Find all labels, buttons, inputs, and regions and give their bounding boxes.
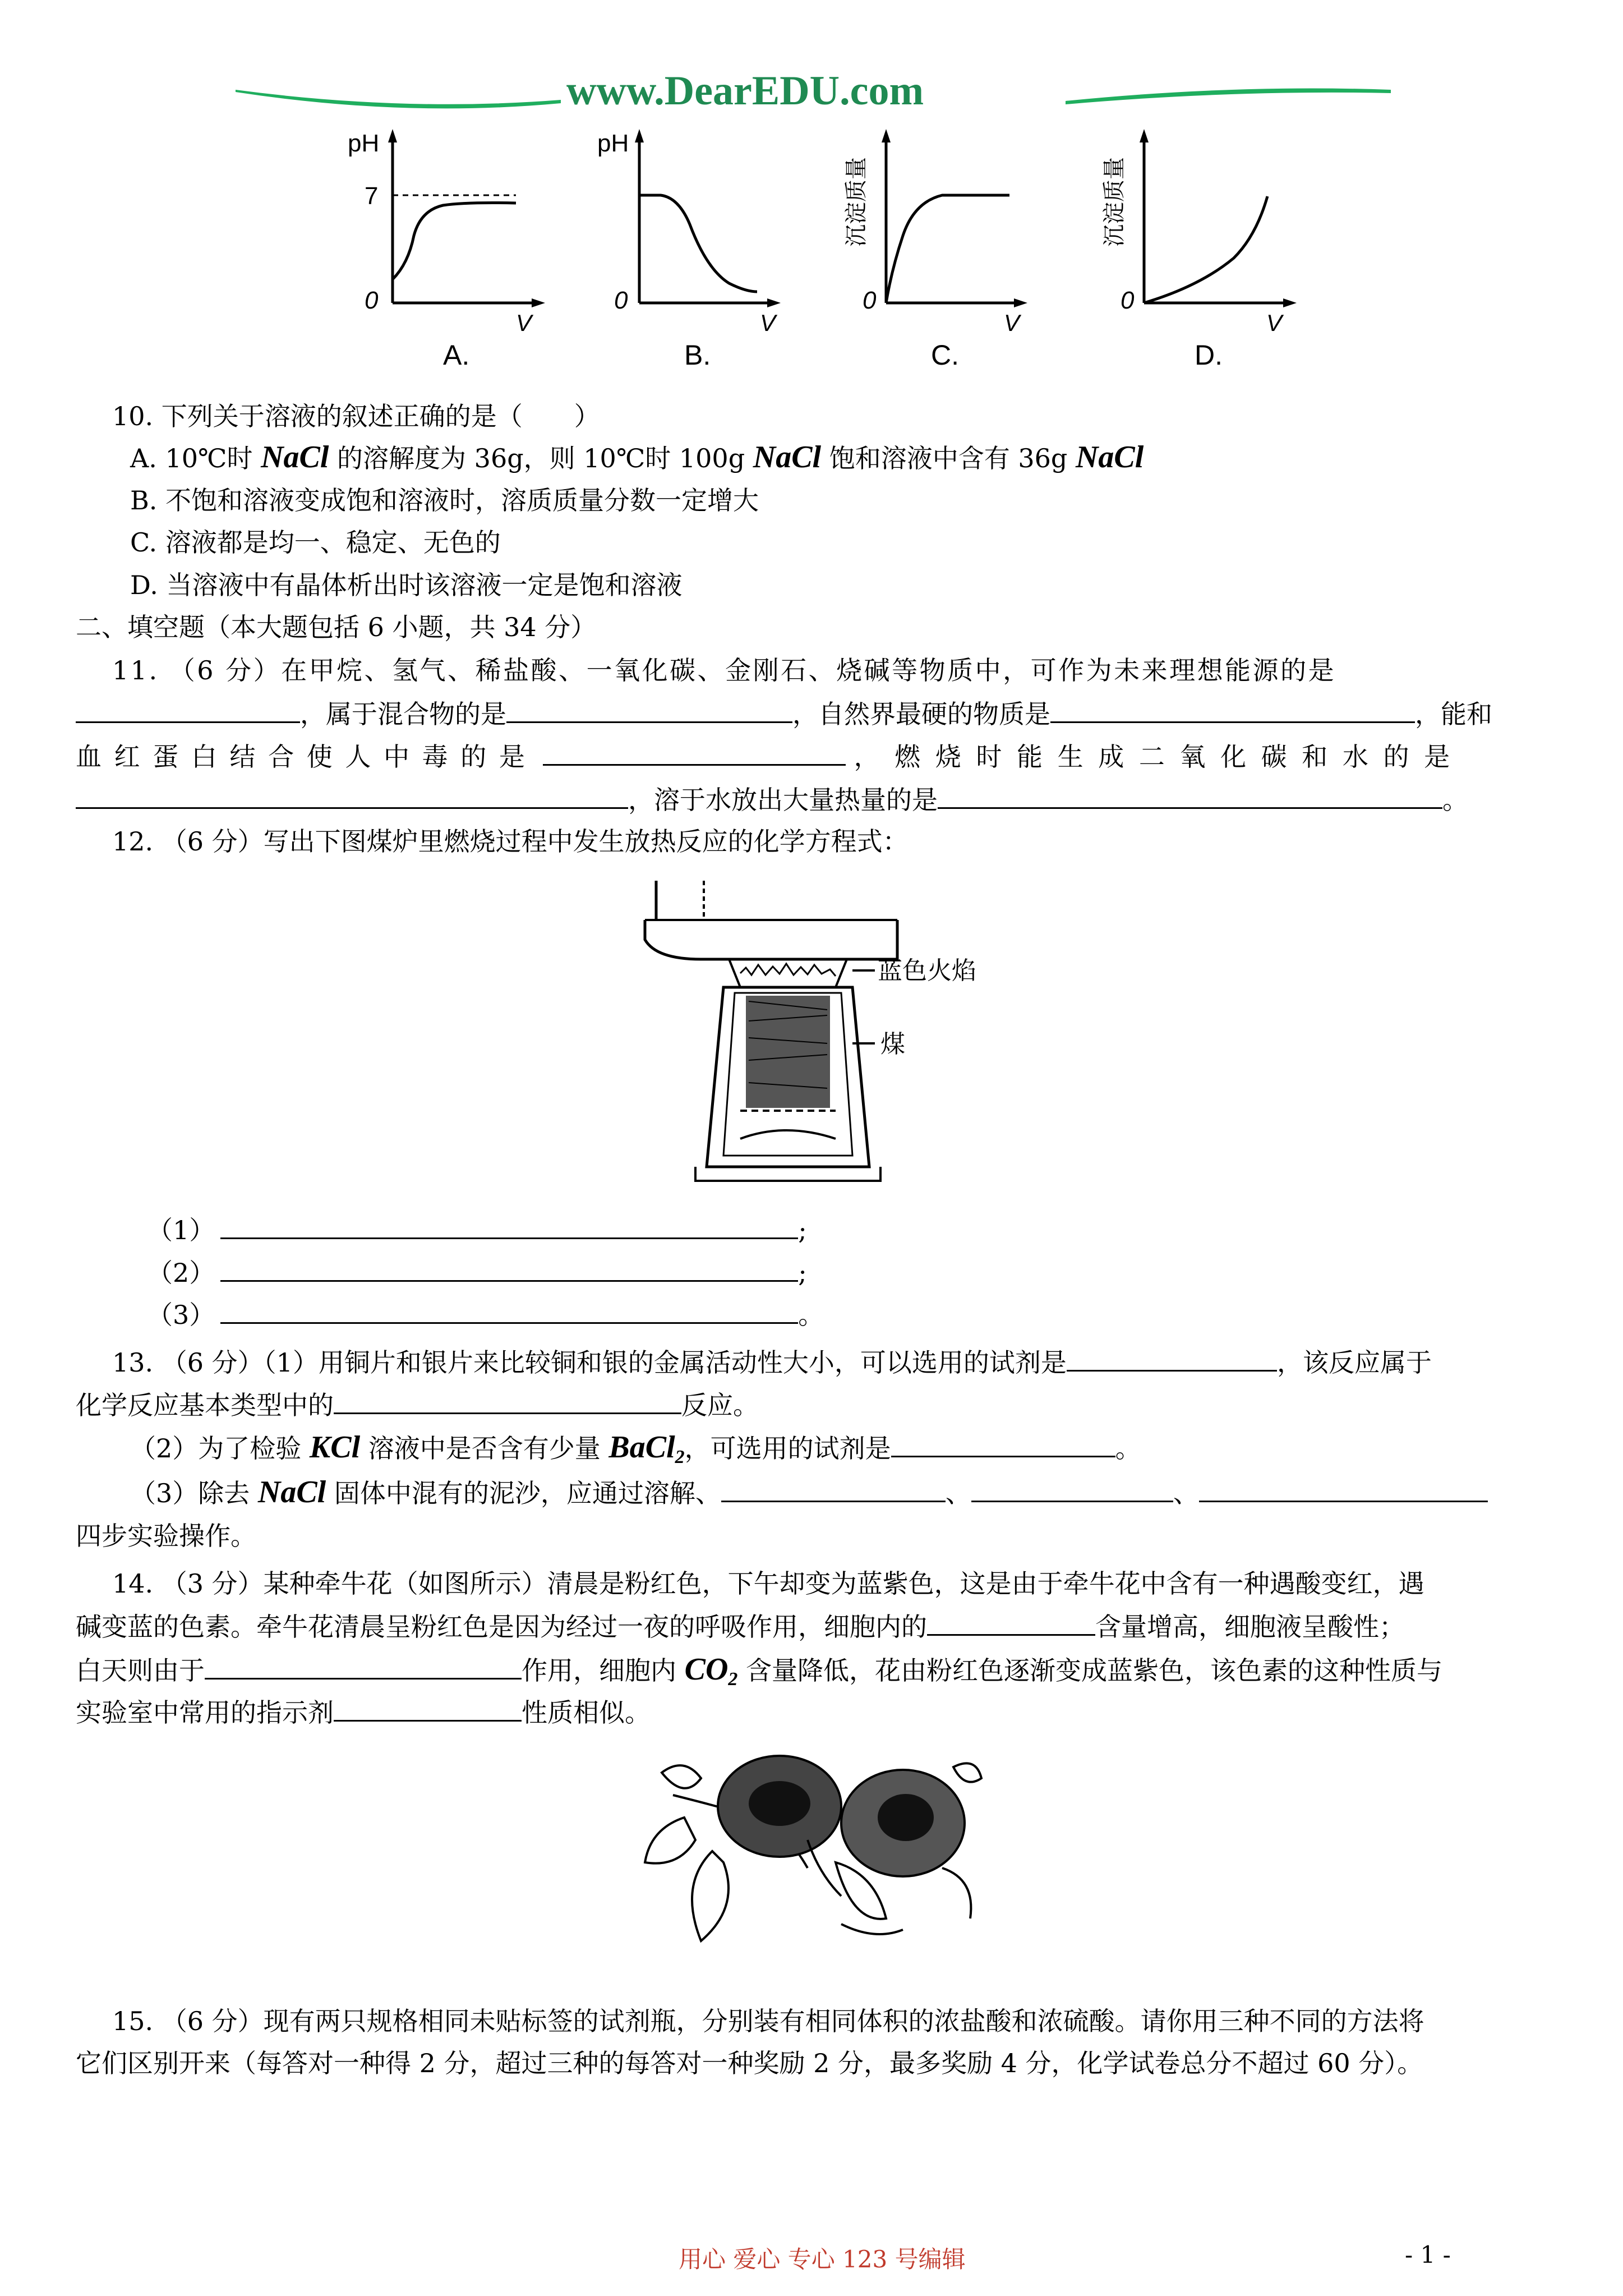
q13-l4c: 、 xyxy=(945,1478,971,1508)
q11-l3a: 血 红 蛋 白 结 合 使 人 中 毒 的 是 xyxy=(76,742,527,772)
q14-l2b: 含量增高，细胞液呈酸性； xyxy=(1095,1612,1405,1642)
q12-end-3: 。 xyxy=(798,1300,824,1330)
section-heading: 二、填空题（本大题包括 6 小题，共 34 分） xyxy=(76,612,597,642)
q13-line1 xyxy=(112,1345,1432,1379)
graph-b-letter: B. xyxy=(684,339,711,371)
q13-l2a: 化学反应基本类型中的 xyxy=(76,1390,334,1420)
graph-d-letter: D. xyxy=(1195,339,1223,371)
morning-glory-figure xyxy=(639,1739,998,1963)
q14-line4 xyxy=(76,1695,651,1729)
graph-c-letter: C. xyxy=(931,339,959,371)
q13-l3b: 溶液中是否含有少量 xyxy=(360,1433,609,1464)
q11-blank-hardest[interactable] xyxy=(1050,697,1415,723)
q14-l3b: 作用，细胞内 xyxy=(522,1655,685,1686)
q11-l3b: ， 燃 烧 时 能 生 成 二 氧 化 碳 和 水 的 是 xyxy=(854,742,1454,772)
graph-a-xlabel: V xyxy=(516,310,532,336)
q13-l4b: 固体中混有的泥沙，应通过溶解、 xyxy=(326,1478,721,1508)
graph-d-ylabel: 沉淀质量 xyxy=(1102,157,1127,247)
q11-l2c: ，能和 xyxy=(1415,699,1492,729)
q11-blank-poison[interactable] xyxy=(543,739,846,766)
q13-kcl: KCl xyxy=(309,1430,361,1465)
graph-c xyxy=(844,129,1027,371)
q14-line3 xyxy=(76,1653,1442,1696)
q10-a-text2: 的溶解度为 36g，则 10℃时 100g xyxy=(329,443,753,473)
graph-c-origin: 0 xyxy=(863,287,877,314)
q14-co-sub: 2 xyxy=(728,1669,738,1690)
q10-option-d: D. 当溶液中有晶体析出时该溶液一定是饱和溶液 xyxy=(130,570,683,600)
q12-end-2: ; xyxy=(798,1258,807,1288)
graph-d-origin: 0 xyxy=(1121,287,1135,314)
q13-line2 xyxy=(76,1388,759,1422)
graph-a-tick: 7 xyxy=(365,182,379,210)
q11-line1: 11. （6 分）在甲烷、氢气、稀盐酸、一氧化碳、金刚石、烧碱等物质中，可作为未来理想能源的是 xyxy=(112,655,1336,685)
q14-l2a: 碱变蓝的色素。牵牛花清晨呈粉红色是因为经过一夜的呼吸作用，细胞内的 xyxy=(76,1612,927,1642)
q13-l1b: ，该反应属于 xyxy=(1276,1347,1432,1378)
q11-l2b: ，自然界最硬的物质是 xyxy=(792,699,1050,729)
q15-line2: 它们区别开来（每答对一种得 2 分，超过三种的每答对一种奖励 2 分，最多奖励 4 分，化学试卷总分不超过 60 分）。 xyxy=(76,2048,1423,2078)
q11-blank-mixture[interactable] xyxy=(506,697,792,723)
page-number: - 1 - xyxy=(1405,2241,1451,2269)
flame-label: 蓝色火焰 xyxy=(878,957,976,984)
q11-blank-heat[interactable] xyxy=(938,783,1442,809)
q12-num-2: （2） xyxy=(147,1258,215,1288)
q13-blank-step3[interactable] xyxy=(971,1476,1173,1502)
graph-d-xlabel: V xyxy=(1266,310,1283,336)
q10-a-nacl-1: NaCl xyxy=(261,440,329,475)
q11-blank-energy[interactable] xyxy=(76,697,300,723)
q12-num-1: （1） xyxy=(147,1215,215,1245)
q13-l3c: ，可选用的试剂是 xyxy=(684,1433,891,1464)
q13-blank-step4[interactable] xyxy=(1199,1476,1488,1502)
q12-num-3: （3） xyxy=(147,1300,215,1330)
q13-blank-step2[interactable] xyxy=(721,1476,946,1502)
q14-line1: 14. （3 分）某种牵牛花（如图所示）清晨是粉红色，下午却变为蓝紫色，这是由于牵牛花中含有一种遇酸变红，遇 xyxy=(112,1568,1424,1599)
q10-a-nacl-2: NaCl xyxy=(753,440,822,475)
q12-blank-2[interactable] xyxy=(220,1255,798,1282)
q10-a-text3: 饱和溶液中含有 36g xyxy=(821,443,1076,473)
graph-c-xlabel: V xyxy=(1004,310,1020,336)
q13-l4d: 、 xyxy=(1173,1478,1199,1508)
q11-line4 xyxy=(76,783,1468,817)
graph-b-origin: 0 xyxy=(614,287,628,314)
q13-l4a: （3）除去 xyxy=(130,1478,258,1508)
q13-line3 xyxy=(130,1430,1141,1474)
q12-blank-1[interactable] xyxy=(220,1213,798,1239)
q13-l3d: 。 xyxy=(1115,1433,1141,1464)
graph-b-xlabel: V xyxy=(760,310,776,336)
q13-l1a: 13. （6 分）（1）用铜片和银片来比较铜和银的金属活动性大小，可以选用的试剂是 xyxy=(112,1347,1067,1378)
q13-line5: 四步实验操作。 xyxy=(76,1521,256,1551)
q15-line1: 15. （6 分）现有两只规格相同未贴标签的试剂瓶，分别装有相同体积的浓盐酸和浓硫酸。请你用三种不同的方法将 xyxy=(112,2006,1424,2036)
q13-blank-type[interactable] xyxy=(334,1388,681,1414)
q11-l4b: 。 xyxy=(1442,785,1468,815)
q14-blank-substance[interactable] xyxy=(927,1609,1095,1636)
q14-blank-indicator[interactable] xyxy=(334,1695,522,1722)
q10-option-b: B. 不饱和溶液变成饱和溶液时，溶质质量分数一定增大 xyxy=(130,485,759,516)
q11-l4a: ，溶于水放出大量热量的是 xyxy=(628,785,938,815)
q11-l2a: ，属于混合物的是 xyxy=(300,699,506,729)
q12-answer-1 xyxy=(147,1213,807,1247)
q13-bacl-sub: 2 xyxy=(675,1447,685,1467)
q12-blank-3[interactable] xyxy=(220,1297,798,1324)
q10-option-a xyxy=(130,440,1144,475)
header-site-name[interactable]: www.DearEDU.com xyxy=(566,68,924,114)
header-swoosh-left xyxy=(236,79,572,112)
q12-answer-3 xyxy=(147,1297,824,1332)
q13-l2b: 反应。 xyxy=(681,1390,759,1420)
q14-l4a: 实验室中常用的指示剂 xyxy=(76,1697,334,1728)
q11-line3 xyxy=(76,739,1453,774)
q13-blank-test[interactable] xyxy=(891,1431,1115,1457)
q14-l4b: 性质相似。 xyxy=(522,1697,651,1728)
graph-d xyxy=(1102,129,1297,371)
q13-l3a: （2）为了检验 xyxy=(130,1433,310,1464)
q14-l3a: 白天则由于 xyxy=(76,1655,205,1686)
q12-answer-2 xyxy=(147,1255,807,1290)
q13-line4 xyxy=(130,1475,1488,1510)
q14-co: CO xyxy=(684,1652,728,1687)
q14-line2 xyxy=(76,1609,1405,1644)
coal-stove-figure xyxy=(634,875,1026,1189)
graph-b xyxy=(597,129,781,371)
q10-stem: 10. 下列关于溶液的叙述正确的是（ ） xyxy=(112,401,600,431)
graph-a-origin: 0 xyxy=(365,287,379,314)
header-swoosh-right xyxy=(1066,79,1391,112)
q13-bacl: BaCl xyxy=(608,1430,675,1465)
q10-option-c: C. 溶液都是均一、稳定、无色的 xyxy=(130,527,501,558)
site-header xyxy=(236,62,1391,129)
q11-blank-combustion[interactable] xyxy=(76,783,628,809)
graphs-figure xyxy=(303,129,1335,376)
q11-line2 xyxy=(76,697,1492,731)
graph-a-ylabel: pH xyxy=(348,130,380,157)
q13-blank-reagent[interactable] xyxy=(1067,1345,1277,1372)
graph-b-ylabel: pH xyxy=(597,130,629,157)
q12-end-1: ; xyxy=(798,1215,807,1245)
q12-stem: 12. （6 分）写出下图煤炉里燃烧过程中发生放热反应的化学方程式： xyxy=(112,826,909,857)
graph-a xyxy=(348,129,545,371)
q10-a-nacl-3: NaCl xyxy=(1075,440,1144,475)
graph-c-ylabel: 沉淀质量 xyxy=(844,157,869,247)
q14-l3c: 含量降低，花由粉红色逐渐变成蓝紫色，该色素的这种性质与 xyxy=(737,1655,1443,1686)
q13-nacl: NaCl xyxy=(257,1475,326,1510)
graph-a-letter: A. xyxy=(443,339,470,371)
footer-text: 用心 爱心 专心 123 号编辑 xyxy=(679,2246,966,2273)
q14-blank-process[interactable] xyxy=(205,1653,522,1680)
q10-a-text1: A. 10℃时 xyxy=(130,443,261,473)
coal-label: 煤 xyxy=(880,1030,905,1058)
